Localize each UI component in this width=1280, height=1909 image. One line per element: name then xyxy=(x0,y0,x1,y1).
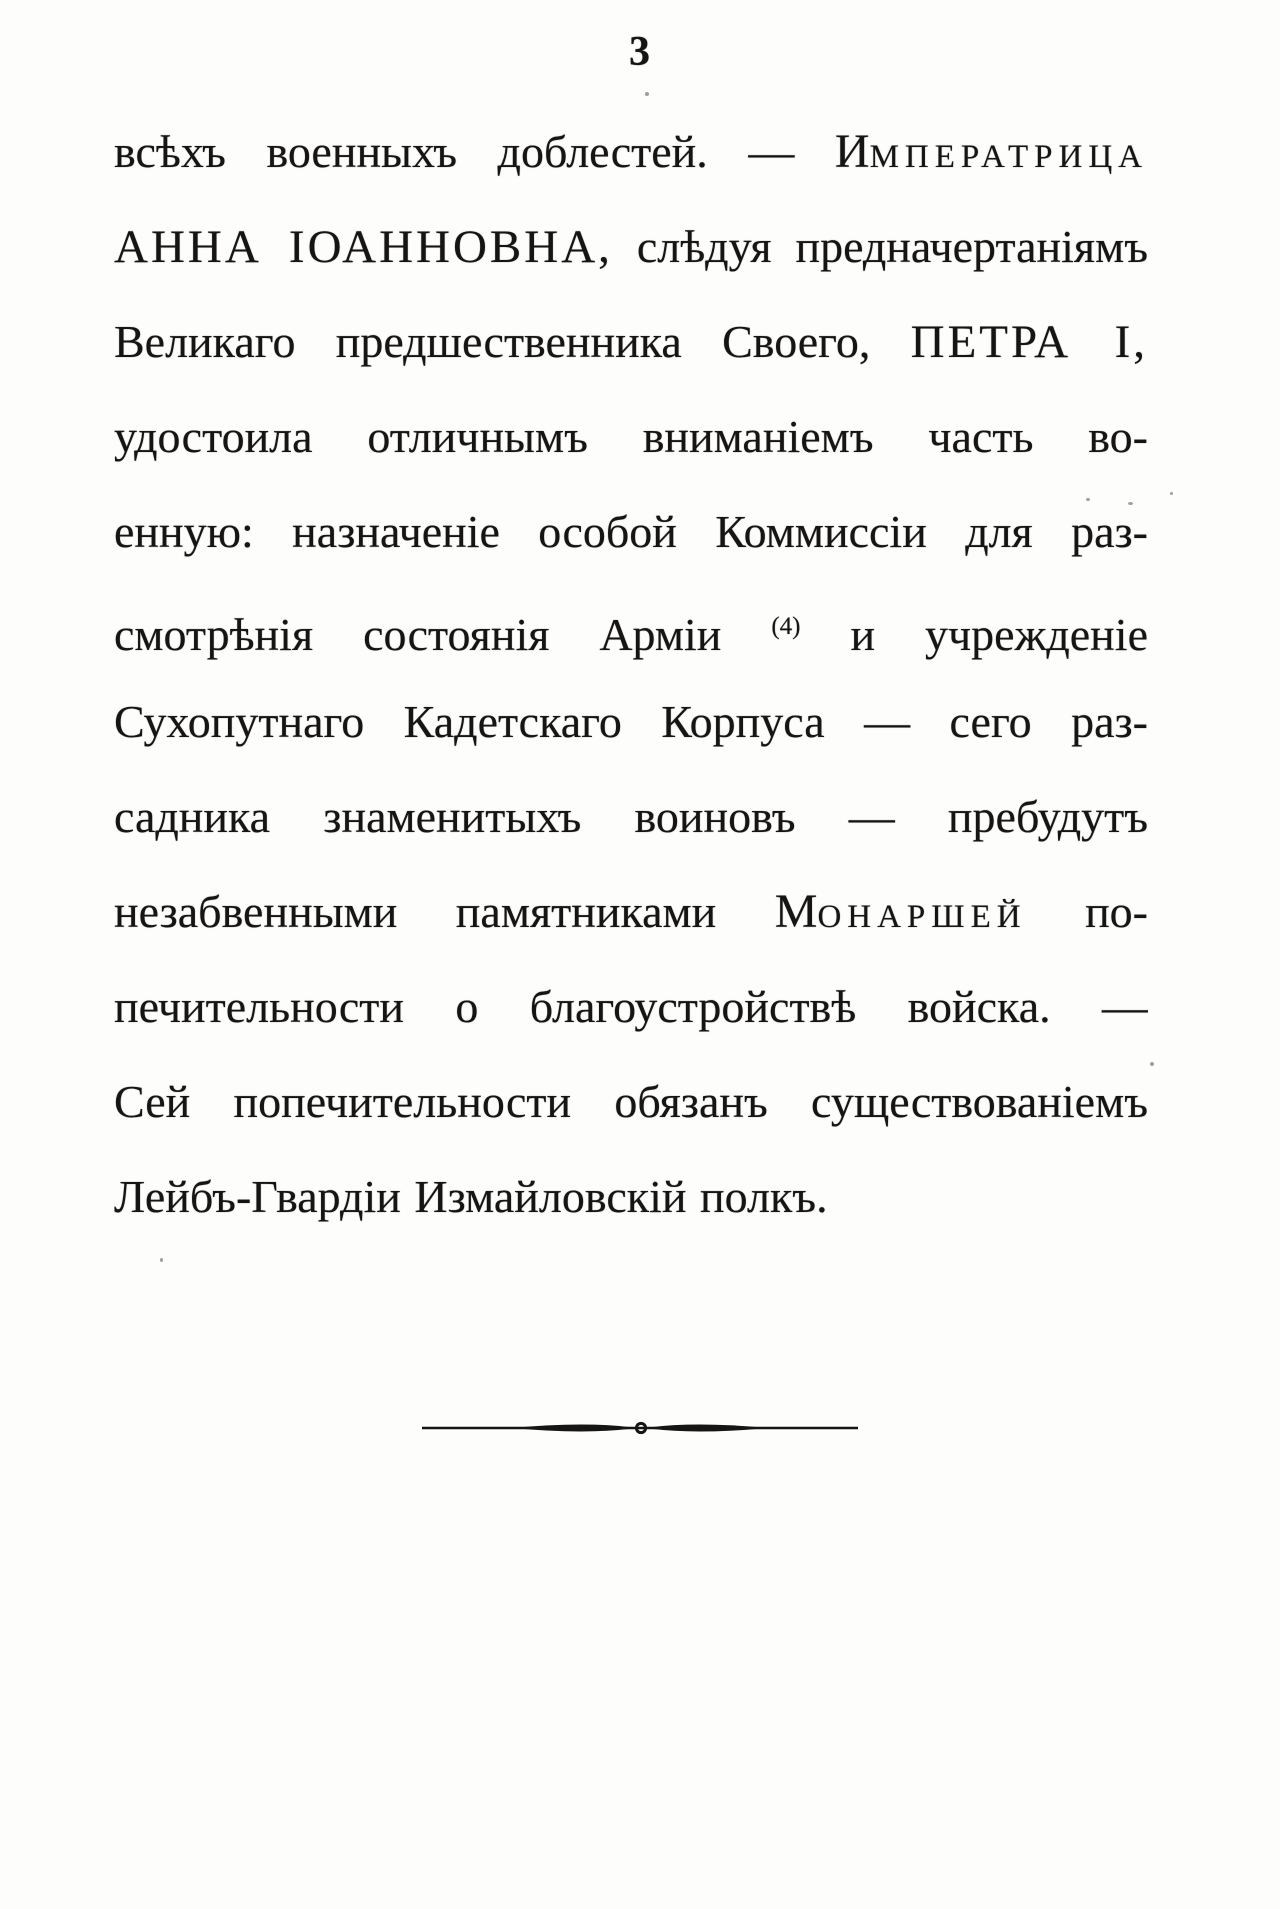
text-segment: смотрѣнія состоянія Арміи xyxy=(114,609,772,660)
text-segment: И xyxy=(834,125,870,178)
text-segment: удостоила отличнымъ вниманіемъ часть во- xyxy=(114,411,1148,462)
text-line xyxy=(114,294,1148,389)
text-block xyxy=(114,104,1148,1244)
scan-speck xyxy=(160,1258,163,1262)
text-segment: по- xyxy=(1026,886,1148,937)
text-segment: садника знаменитыхъ воиновъ — пребудутъ xyxy=(114,791,1148,842)
text-line xyxy=(114,1149,1148,1244)
text-line xyxy=(114,104,1148,199)
text-segment: МПЕРАТРИЦА xyxy=(869,139,1148,175)
text-line xyxy=(114,199,1148,294)
text-segment: Сей попечительности обязанъ существованіемъ xyxy=(114,1076,1148,1127)
scan-speck xyxy=(1128,502,1133,505)
text-line xyxy=(114,674,1148,769)
footnote-marker: (4) xyxy=(771,613,801,640)
scan-speck xyxy=(645,92,649,96)
text-line xyxy=(114,389,1148,484)
text-segment: енную: назначеніе особой Коммиссіи для раз- xyxy=(114,506,1148,557)
text-segment: Сухопутнаго Кадетскаго Корпуса — сего раз- xyxy=(114,696,1148,747)
text-line xyxy=(114,484,1148,579)
page-number: 3 xyxy=(629,29,651,75)
text-segment: ОНАРШЕЙ xyxy=(817,899,1027,935)
text-segment: слѣдуя предначертаніямъ xyxy=(612,221,1148,272)
text-line xyxy=(114,1054,1148,1149)
text-segment: и учрежденіе xyxy=(800,609,1148,660)
text-line xyxy=(114,769,1148,864)
text-line xyxy=(114,579,1148,674)
text-line xyxy=(114,864,1148,959)
text-segment: Великаго предшественника Своего, xyxy=(114,316,911,367)
scan-speck xyxy=(1150,1062,1154,1066)
text-segment: ПЕТРА I, xyxy=(910,316,1148,368)
text-segment: незабвенными памятниками xyxy=(114,886,775,937)
text-segment: АННА ІОАННОВНА, xyxy=(114,221,613,273)
scan-speck xyxy=(1086,498,1090,501)
scan-speck xyxy=(1170,492,1173,495)
text-segment: печительности о благоустройствѣ войска. — xyxy=(114,981,1148,1032)
spindle-rule-ornament-icon xyxy=(420,1420,860,1436)
text-segment: Лейбъ-Гвардіи Измайловскій полкъ. xyxy=(114,1171,828,1222)
text-segment: всѣхъ военныхъ доблестей. — xyxy=(114,126,835,177)
text-line xyxy=(114,959,1148,1054)
text-segment: М xyxy=(774,885,818,938)
